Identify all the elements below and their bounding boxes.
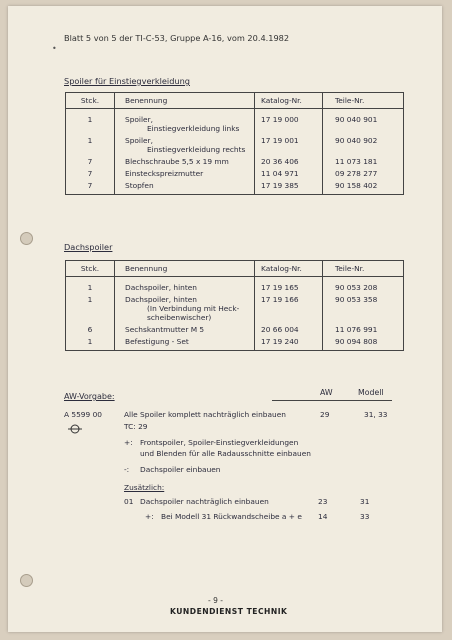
plus-line-2: und Blenden für alle Radausschnitte einbauen bbox=[140, 449, 311, 458]
cell-qty: 6 bbox=[66, 322, 115, 334]
cell-part: 11 076 991 bbox=[335, 325, 378, 334]
z1-aw: 23 bbox=[318, 497, 328, 506]
cell-qty: 7 bbox=[66, 154, 115, 166]
cell-qty: 7 bbox=[66, 166, 115, 178]
section-title-spoiler: Spoiler für Einstiegverkleidung bbox=[64, 76, 190, 86]
cell-catalog: 17 19 240 bbox=[255, 334, 323, 351]
punch-hole bbox=[20, 574, 33, 587]
parts-table-spoiler bbox=[65, 92, 404, 195]
table-row bbox=[66, 277, 404, 293]
name-line: Einstiegverkleidung rechts bbox=[147, 145, 246, 154]
parts-table-dachspoiler bbox=[65, 260, 404, 351]
z2-modell: 33 bbox=[360, 512, 370, 521]
name-line: Einsteckspreizmutter bbox=[125, 169, 204, 178]
name-line: scheibenwischer) bbox=[147, 313, 212, 322]
table-row bbox=[66, 166, 404, 178]
cell-name bbox=[115, 322, 255, 334]
z2-sign: +: bbox=[145, 512, 154, 521]
cell-part: 90 040 901 bbox=[335, 115, 378, 124]
cell-catalog: 17 19 166 bbox=[255, 292, 323, 322]
punch-hole bbox=[20, 232, 33, 245]
name-line: Einstiegverkleidung links bbox=[147, 124, 240, 133]
column-header-catalog: Katalog-Nr. bbox=[255, 93, 323, 109]
cell-name bbox=[115, 166, 255, 178]
z1-text: Dachspoiler nachträglich einbauen bbox=[140, 497, 269, 506]
aw-tc: TC: 29 bbox=[124, 422, 148, 431]
column-header-part: Teile-Nr. bbox=[323, 93, 404, 109]
plus-sign: +: bbox=[124, 438, 133, 447]
table-row bbox=[66, 178, 404, 195]
name-line: Dachspoiler, hinten bbox=[125, 295, 197, 304]
cell-name bbox=[115, 334, 255, 351]
aw-main-value: 29 bbox=[320, 410, 330, 419]
cell-part: 09 278 277 bbox=[335, 169, 378, 178]
cell-catalog: 17 19 001 bbox=[255, 133, 323, 154]
name-line: Stopfen bbox=[125, 181, 154, 190]
page-header: Blatt 5 von 5 der TI-C-53, Gruppe A-16, vom 20.4.1982 bbox=[64, 33, 290, 43]
cell-qty: 1 bbox=[66, 292, 115, 322]
cell-part: 90 158 402 bbox=[335, 181, 378, 190]
cell-catalog: 11 04 971 bbox=[255, 166, 323, 178]
footer-title: KUNDENDIENST TECHNIK bbox=[170, 607, 288, 616]
cell-catalog: 17 19 000 bbox=[255, 109, 323, 134]
table-row bbox=[66, 154, 404, 166]
name-line: Spoiler, bbox=[125, 136, 153, 145]
cell-qty: 1 bbox=[66, 133, 115, 154]
column-header-part: Teile-Nr. bbox=[323, 261, 404, 277]
cell-qty: 1 bbox=[66, 334, 115, 351]
cell-part: 90 040 902 bbox=[335, 136, 378, 145]
cell-qty: 1 bbox=[66, 277, 115, 293]
cell-qty: 7 bbox=[66, 178, 115, 195]
aw-main-text: Alle Spoiler komplett nachträglich einbauen bbox=[124, 410, 286, 419]
table-row bbox=[66, 292, 404, 322]
column-header-name: Benennung bbox=[115, 93, 255, 109]
aw-title: AW-Vorgabe: bbox=[64, 392, 115, 401]
z1-modell: 31 bbox=[360, 497, 370, 506]
zusaetzlich-label: Zusätzlich: bbox=[124, 483, 165, 492]
bullet-dot: • bbox=[52, 44, 57, 53]
minus-sign: -: bbox=[124, 465, 130, 474]
cell-catalog: 20 66 004 bbox=[255, 322, 323, 334]
name-line: Befestigung - Set bbox=[125, 337, 189, 346]
column-header-qty: Stck. bbox=[66, 261, 115, 277]
aw-operation-code: A 5599 00 bbox=[64, 410, 102, 419]
crossed-circle-symbol bbox=[68, 424, 82, 434]
cell-part: 11 073 181 bbox=[335, 157, 378, 166]
plus-line-1: Frontspoiler, Spoiler-Einstiegverkleidungen bbox=[140, 438, 299, 447]
aw-column-header: AW bbox=[320, 388, 333, 397]
z2-aw: 14 bbox=[318, 512, 328, 521]
table-row bbox=[66, 133, 404, 154]
cell-catalog: 17 19 385 bbox=[255, 178, 323, 195]
cell-qty: 1 bbox=[66, 109, 115, 134]
cell-catalog: 17 19 165 bbox=[255, 277, 323, 293]
name-line: Blechschraube 5,5 x 19 mm bbox=[125, 157, 229, 166]
cell-catalog: 20 36 406 bbox=[255, 154, 323, 166]
modell-column-header: Modell bbox=[358, 388, 384, 397]
table-row bbox=[66, 322, 404, 334]
cell-part: 90 053 208 bbox=[335, 283, 378, 292]
name-line: Dachspoiler, hinten bbox=[125, 283, 197, 292]
column-header-name: Benennung bbox=[115, 261, 255, 277]
cell-part: 90 094 808 bbox=[335, 337, 378, 346]
page-number: - 9 - bbox=[208, 596, 223, 605]
aw-main-modell: 31, 33 bbox=[364, 410, 388, 419]
document-page bbox=[8, 6, 442, 632]
z2-text: Bei Modell 31 Rückwandscheibe a + e bbox=[161, 512, 302, 521]
name-line: Sechskantmutter M 5 bbox=[125, 325, 205, 334]
cell-name bbox=[115, 277, 255, 293]
table-row bbox=[66, 109, 404, 134]
column-header-catalog: Katalog-Nr. bbox=[255, 261, 323, 277]
cell-name bbox=[115, 133, 255, 154]
table-row bbox=[66, 334, 404, 351]
z1-code: 01 bbox=[124, 497, 134, 506]
aw-header-rule bbox=[272, 400, 392, 401]
column-header-qty: Stck. bbox=[66, 93, 115, 109]
name-line: (In Verbindung mit Heck- bbox=[147, 304, 240, 313]
name-line: Spoiler, bbox=[125, 115, 153, 124]
cell-name bbox=[115, 292, 255, 322]
minus-text: Dachspoiler einbauen bbox=[140, 465, 221, 474]
cell-name bbox=[115, 109, 255, 134]
section-title-dachspoiler: Dachspoiler bbox=[64, 242, 113, 252]
cell-part: 90 053 358 bbox=[335, 295, 378, 304]
cell-name bbox=[115, 154, 255, 166]
cell-name bbox=[115, 178, 255, 195]
